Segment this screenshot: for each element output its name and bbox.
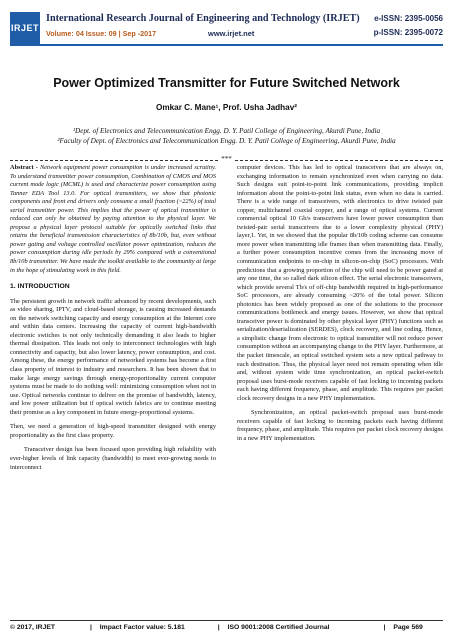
journal-header	[0, 0, 453, 48]
footer-separator: |	[89, 624, 92, 631]
abstract-text: Network equipment power consumption is under increased scrutiny. To understand transmitter power consumption, Combination of CMOS and MOS current mode logic (MCML) is used and characterize power consumption using Tanner EDA Tool 13.0. For optical transmitters, we show that photonic components and front end drivers only consume a small fraction (~22%) of total serial transmitter power. This implies that the power of optical transmitter is reduced can only be obtained by paying attention to the physical layer. We propose a physical layer protocol suitable for optically switched links that retains the beneficial transmission characteristics of 8b/10b, but, even without power gating and voltage controlled oscillator power optimization, reduces the power consumption during idle periods by 29% compared with a conventional 8b/10b transmitter. We have made the toolkit available to the community at large in the hope of stimulating work in this field.	[10, 164, 216, 274]
intro-paragraph-2: Then, we need a generation of high-speed transmitter designed with energy proportionality as the first class property.	[10, 423, 216, 439]
intro-paragraph-3: Transceiver design has been focused upon providing high reliability with ever-higher levels of link capacity (bandwidth) to meet ever-growing needs to interconnect	[10, 446, 216, 471]
footer-page-number: Page 569	[393, 624, 423, 631]
section-separator-mark: ***	[221, 155, 232, 163]
e-issn: e-ISSN: 2395-0056	[374, 14, 443, 23]
footer-separator: |	[217, 624, 220, 631]
footer-impact-factor: Impact Factor value: 5.181	[99, 624, 185, 631]
section-heading-introduction: 1. INTRODUCTION	[10, 283, 70, 291]
intro-paragraph-4: computer devices. This has led to optical transceivers that are always on, exchanging information to remain synchronized even when carrying no data. Such designs suit point-to-point link communications, providing implicit information about the point-to-point link status, even when no data is carried. There is a wide range of transceivers, with electronics to drive twisted pair copper, multichannel coaxial copper, and a range of optical systems. Current commercial optical 10 Gb/s transceivers have lower power consumption than twisted-pair serial transceivers due to a lower complexity physical (PHY) layer,1. Yet, in we showed that the popular 8b/10b coding scheme can consume more power when transmitting idle frames than when transmitting data. Finally, a further power consumption incentive comes from the increasing move of communication endpoints to on-chip in silicon-on-chip (SoC) processors. With predictions that a growing proportion of the chip will need to be power gated at any one time, the so called dark silicon effect. The serial electronic transceivers, which provide several Tb/s of off-chip bandwidth required in high-performance SoC processors, are already consuming ~20% of the total power. Silicon photonics has been widely proposed as one of the solutions to the processor communications bottleneck and energy issues. However, we show that optical transceiver power is dominated by other physical layer (PHY) functions such as serialization/deserialization (SERDES), clock recovery, and line coding. Hence, a simplistic change from electronic to optical transmitter will not reduce power consumption without an accompanying change to the PHY layer. Furthermore, at the packet timescale, an optical switched system sets a new optical pathway to each destination. Thus, the physical layer need not remain operating when idle and, without system wide time synchronization, an optical packet-switch proposal uses burst-mode receivers capable of fast locking to incoming packets each having different frequency, phase, and amplitude. This requires per packet clock recovery designs in a new PHY implementation.	[237, 164, 443, 402]
footer-divider	[10, 620, 443, 621]
footer-iso: ISO 9001:2008 Certified Journal	[227, 624, 330, 631]
right-column	[237, 164, 443, 450]
journal-website-link[interactable]: www.irjet.net	[208, 29, 255, 38]
paper-title: Power Optimized Transmitter for Future Switched Network	[53, 76, 400, 90]
p-issn: p-ISSN: 2395-0072	[373, 28, 443, 37]
journal-name: International Research Journal of Engineering and Technology (IRJET)	[46, 13, 360, 24]
intro-paragraph-1: The persistent growth in network traffic advanced by recent developments, such as video sharing, IPTV, and cloud-based storage, is causing increased demands on the network switching capacity and energy consumption at the Internet core and within data centers. Increasing the capacity of current high-bandwidth electronic switches is not only technically demanding it also leads to higher thermal dissipation. This leads not only to interconnect technologies with high connectivity and capacity, but also lower latency, power consumption, and cost. Among these, the energy performance of networked systems has become a first class property of interest to industry and researchers. It has been shown that to make large energy savings through energy-proportionality current computer systems must be made to do nothing well: minimizing consumption when not in use. Optical networks continue to deliver on the promise of bandwidth, latency, and low power utilization but if optical switch fabrics are to continue meeting their promise as a key component in future energy-proportional systems.	[10, 297, 216, 416]
page-footer	[10, 624, 443, 631]
paper-authors: Omkar C. Mane¹, Prof. Usha Jadhav²	[155, 103, 298, 112]
abstract	[10, 164, 216, 275]
journal-logo: IRJET	[10, 12, 40, 44]
affiliation-2: ²Faculty of Dept. of Electronics and Telecommunication Engg. D. Y. Patil College of Engineering, Akurdi Pune, India	[57, 137, 396, 145]
left-column	[10, 164, 216, 478]
header-divider	[10, 44, 443, 46]
volume-issue: Volume: 04 Issue: 09 | Sep -2017	[46, 29, 157, 38]
footer-copyright: © 2017, IRJET	[10, 624, 56, 631]
footer-separator: |	[383, 624, 386, 631]
affiliation-1: ¹Dept. of Electronics and Telecommunication Engg. D. Y. Patil College of Engineering, Akurdi Pune, India	[72, 127, 381, 135]
intro-paragraph-5: Synchronization, an optical packet-switch proposal uses burst-mode receivers capable of fast locking to incoming packets each having different frequency, phase, and amplitude. This requires per packet clock recovery designs in a new PHY implementation.	[237, 409, 443, 442]
abstract-label: Abstract -	[10, 164, 38, 171]
